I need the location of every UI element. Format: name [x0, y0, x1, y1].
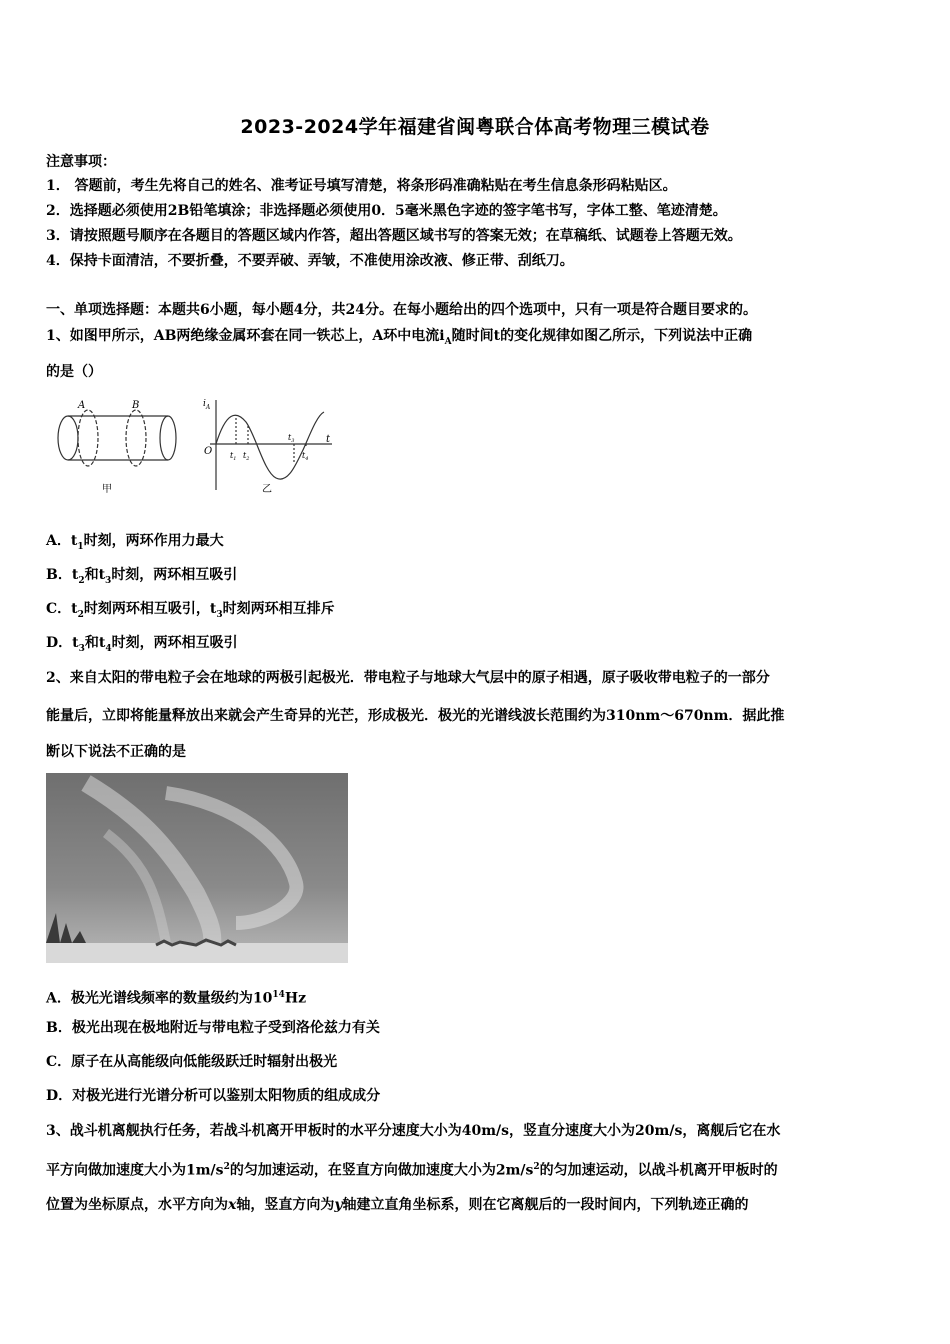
t3-label: $t_3$ [288, 433, 295, 444]
figure-jia-label: 甲 [102, 484, 112, 495]
q1-option-a: A．$t_1$时刻，两环作用力最大 [46, 533, 224, 552]
ring-a [78, 410, 98, 466]
q2-stem-line2: 能量后，立即将能量释放出来就会产生奇异的光芒，形成极光．极光的光谱线波长范围约为310nm～670nm．据此推 [46, 708, 785, 724]
q1-option-d: D．$t_3$和$t_4$时刻，两环相互吸引 [46, 635, 238, 654]
q3-stem-line2: 平方向做加速度大小为$1m/s^2$的匀加速运动，在竖直方向做加速度大小为$2m/s^2$的匀加速运动，以战斗机离开甲板时的 [46, 1162, 778, 1179]
q2-option-c: C．原子在从高能级向低能级跃迁时辐射出极光 [46, 1054, 338, 1070]
q2-stem-line1: 2、来自太阳的带电粒子会在地球的两极引起极光．带电粒子与地球大气层中的原子相遇，原子吸收带电粒子的一部分 [46, 670, 770, 686]
q3-stem-line3: 位置为坐标原点，水平方向为x轴，竖直方向为y轴建立直角坐标系，则在它离舰后的一段时间内，下列轨迹正确的 [46, 1197, 749, 1213]
q1-figure [40, 392, 340, 502]
q2-option-d: D．对极光进行光谱分析可以鉴别太阳物质的组成成分 [46, 1088, 381, 1104]
notice-item: 2．选择题必须使用2B铅笔填涂；非选择题必须使用0．5毫米黑色字迹的签字笔书写，字体工整、笔迹清楚。 [46, 203, 727, 219]
q1-option-c: C．$t_2$时刻两环相互吸引，$t_3$时刻两环相互排斥 [46, 601, 335, 620]
figure-yi [210, 400, 332, 490]
aurora-photo [46, 773, 348, 963]
q2-option-b: B．极光出现在极地附近与带电粒子受到洛伦兹力有关 [46, 1020, 380, 1036]
q1-option-b: B．$t_2$和$t_3$时刻，两环相互吸引 [46, 567, 238, 586]
notice-heading: 注意事项： [46, 154, 116, 170]
q1-stem-line2: 的是（） [46, 364, 102, 380]
t4-label: $t_4$ [302, 451, 309, 462]
q2-stem-line3: 断以下说法不正确的是 [46, 744, 186, 760]
section-heading: 一、单项选择题：本题共6小题，每小题4分，共24分。在每小题给出的四个选项中，只有一项是符合题目要求的。 [46, 302, 757, 318]
ring-b-label: B [132, 400, 140, 411]
y-axis-label: $i_A$ [203, 399, 211, 411]
q3-stem-line1: 3、战斗机离舰执行任务，若战斗机离开甲板时的水平分速度大小为40m/s，竖直分速度大小为20m/s，离舰后它在水 [46, 1123, 781, 1139]
q1-stem-line1: 1、如图甲所示，AB两绝缘金属环套在同一铁芯上，A环中电流$i_A$随时间t的变化规律如图乙所示，下列说法中正确 [46, 328, 753, 347]
notice-item: 3．请按照题号顺序在各题目的答题区域内作答，超出答题区域书写的答案无效；在草稿纸、试题卷上答题无效。 [46, 228, 742, 244]
q2-option-a: A．极光光谱线频率的数量级约为$10^{14}Hz$ [46, 990, 307, 1007]
figure-yi-label: 乙 [262, 484, 272, 495]
t2-label: $t_2$ [243, 451, 250, 462]
x-axis-label: t [326, 434, 331, 445]
t1-label: $t_1$ [230, 451, 237, 462]
current-curve [216, 412, 324, 479]
notice-item: 1． 答题前，考生先将自己的姓名、准考证号填写清楚，将条形码准确粘贴在考生信息条形码粘贴区。 [46, 178, 677, 194]
page-title: 2023-2024学年福建省闽粤联合体高考物理三模试卷 [240, 116, 710, 138]
ring-a-label: A [78, 400, 86, 411]
figure-jia [58, 410, 176, 466]
origin-label: O [204, 446, 213, 457]
notice-item: 4．保持卡面清洁，不要折叠，不要弄破、弄皱，不准使用涂改液、修正带、刮纸刀。 [46, 253, 574, 269]
ring-b [126, 410, 146, 466]
